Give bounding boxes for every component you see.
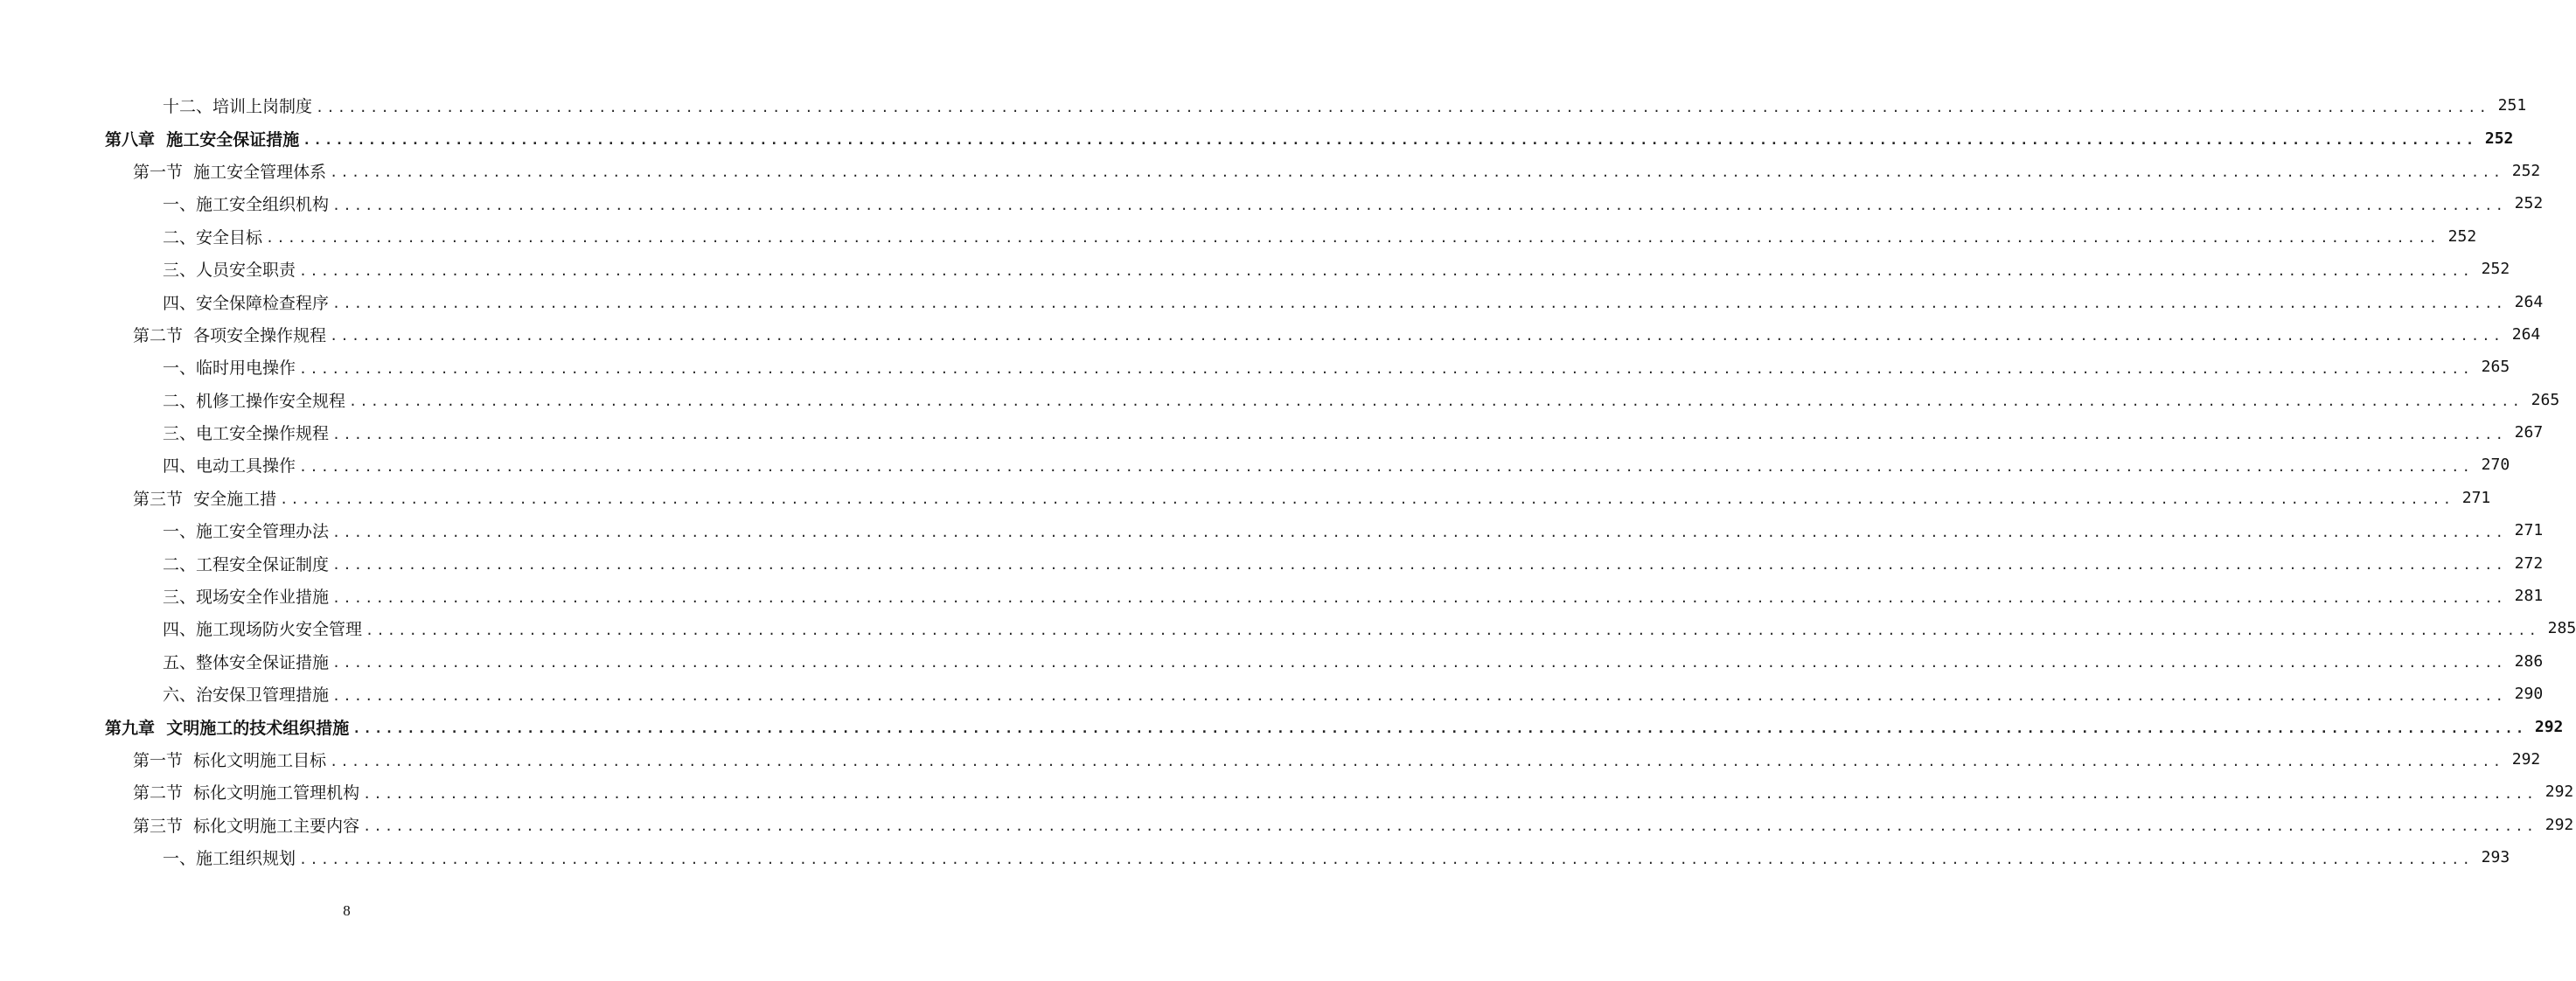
toc-entry[interactable] — [0, 220, 2477, 253]
toc-entry-page: 264 — [2514, 292, 2544, 311]
toc-leader-dots: ........................................................................................................................................................................................................ — [349, 393, 2524, 410]
toc-leader-dots: ........................................................................................................................................................................................................ — [332, 426, 2507, 442]
toc-entry[interactable] — [0, 285, 2544, 317]
toc-leader-dots: ........................................................................................................................................................................................................ — [363, 818, 2538, 835]
toc-entry-label: 第二节 标化文明施工管理机构 — [133, 783, 360, 804]
toc-entry-label: 二、安全目标 — [163, 227, 263, 247]
toc-entry[interactable] — [0, 416, 2544, 449]
toc-entry[interactable] — [0, 580, 2544, 612]
toc-leader-dots: ........................................................................................................................................................................................................ — [352, 720, 2527, 737]
toc-entry[interactable] — [0, 253, 2510, 285]
table-of-contents — [0, 89, 2576, 873]
toc-entry-label: 第三节 标化文明施工主要内容 — [133, 816, 360, 836]
toc-entry-page: 293 — [2481, 848, 2510, 867]
toc-entry-page: 292 — [2545, 783, 2574, 802]
toc-entry-page: 270 — [2481, 456, 2510, 475]
toc-entry-page: 271 — [2514, 521, 2544, 540]
toc-entry-label: 第一节 施工安全管理体系 — [133, 162, 327, 182]
toc-leader-dots: ........................................................................................................................................................................................................ — [266, 230, 2440, 247]
toc-entry[interactable] — [0, 743, 2541, 776]
toc-entry-label: 第一节 标化文明施工目标 — [133, 751, 327, 770]
toc-leader-dots: ........................................................................................................................................................................................................ — [332, 296, 2507, 312]
toc-entry[interactable] — [0, 122, 2514, 154]
toc-entry-page: 271 — [2461, 488, 2491, 507]
toc-leader-dots: ........................................................................................................................................................................................................ — [299, 262, 2474, 279]
toc-entry-label: 第八章 施工安全保证措施 — [105, 129, 300, 150]
toc-leader-dots: ........................................................................................................................................................................................................ — [299, 360, 2474, 377]
toc-entry-page: 272 — [2514, 553, 2544, 573]
toc-leader-dots: ........................................................................................................................................................................................................ — [330, 328, 2504, 344]
toc-entry-page: 252 — [2481, 260, 2510, 279]
toc-entry-page: 292 — [2545, 815, 2574, 834]
toc-entry[interactable] — [0, 351, 2510, 383]
toc-leader-dots: ........................................................................................................................................................................................................ — [280, 491, 2454, 508]
toc-entry[interactable] — [0, 514, 2544, 546]
toc-leader-dots: ........................................................................................................................................................................................................ — [366, 622, 2540, 638]
toc-entry-page: 252 — [2484, 129, 2514, 148]
toc-leader-dots: ........................................................................................................................................................................................................ — [332, 557, 2507, 574]
toc-entry[interactable] — [0, 841, 2510, 873]
toc-entry-label: 四、施工现场防火安全管理 — [163, 620, 363, 640]
toc-entry-label: 第二节 各项安全操作规程 — [133, 325, 327, 345]
toc-entry-page: 265 — [2481, 358, 2510, 377]
toc-entry[interactable] — [0, 645, 2544, 678]
toc-entry-page: 252 — [2514, 194, 2544, 213]
toc-entry[interactable] — [0, 678, 2544, 710]
toc-entry[interactable] — [0, 155, 2541, 187]
toc-leader-dots: ........................................................................................................................................................................................................ — [332, 687, 2507, 704]
toc-entry[interactable] — [0, 187, 2544, 219]
toc-entry-label: 三、电工安全操作规程 — [163, 424, 330, 444]
toc-entry-label: 三、人员安全职责 — [163, 261, 296, 281]
toc-entry-page: 267 — [2514, 423, 2544, 442]
toc-entry-label: 第九章 文明施工的技术组织措施 — [105, 718, 350, 738]
toc-leader-dots: ........................................................................................................................................................................................................ — [299, 851, 2474, 867]
toc-leader-dots: ........................................................................................................................................................................................................ — [299, 458, 2474, 475]
toc-leader-dots: ........................................................................................................................................................................................................ — [332, 655, 2507, 671]
toc-leader-dots: ........................................................................................................................................................................................................ — [363, 785, 2538, 802]
toc-entry-label: 一、施工组织规划 — [163, 849, 296, 869]
toc-entry-page: 290 — [2514, 685, 2544, 704]
toc-entry-label: 四、电动工具操作 — [163, 456, 296, 477]
toc-entry-label: 五、整体安全保证措施 — [163, 652, 330, 672]
toc-entry-page: 264 — [2511, 324, 2541, 344]
toc-leader-dots: ........................................................................................................................................................................................................ — [303, 132, 2477, 149]
toc-entry-page: 251 — [2497, 96, 2527, 115]
toc-leader-dots: ........................................................................................................................................................................................................ — [330, 753, 2504, 769]
toc-leader-dots: ........................................................................................................................................................................................................ — [332, 589, 2507, 606]
toc-entry-page: 286 — [2514, 651, 2544, 671]
toc-entry[interactable] — [0, 482, 2491, 514]
toc-leader-dots: ........................................................................................................................................................................................................ — [332, 197, 2507, 213]
toc-leader-dots: ........................................................................................................................................................................................................ — [330, 164, 2504, 181]
toc-entry-page: 292 — [2534, 717, 2564, 736]
page-number: 8 — [343, 902, 351, 919]
toc-entry-page: 252 — [2511, 161, 2541, 180]
toc-entry-page: 265 — [2531, 390, 2560, 409]
toc-entry-label: 一、施工安全组织机构 — [163, 195, 330, 215]
toc-entry[interactable] — [0, 384, 2560, 416]
toc-entry-label: 二、工程安全保证制度 — [163, 554, 330, 574]
toc-entry[interactable] — [0, 612, 2576, 644]
toc-entry-label: 第三节 安全施工措 — [133, 489, 277, 509]
toc-entry[interactable] — [0, 546, 2544, 579]
toc-entry-page: 285 — [2547, 619, 2576, 638]
toc-entry-page: 281 — [2514, 587, 2544, 606]
toc-entry-page: 292 — [2511, 750, 2541, 769]
toc-entry-label: 三、现场安全作业措施 — [163, 588, 330, 608]
toc-entry[interactable] — [0, 809, 2574, 841]
toc-entry-label: 一、施工安全管理办法 — [163, 522, 330, 542]
toc-leader-dots: ........................................................................................................................................................................................................ — [332, 524, 2507, 540]
toc-leader-dots: ........................................................................................................................................................................................................ — [316, 99, 2490, 115]
toc-entry-label: 一、临时用电操作 — [163, 358, 296, 379]
toc-entry-page: 252 — [2447, 226, 2477, 246]
toc-entry-label: 二、机修工操作安全规程 — [163, 391, 346, 411]
toc-entry[interactable] — [0, 776, 2574, 808]
toc-entry[interactable] — [0, 710, 2564, 742]
toc-entry-label: 四、安全保障检查程序 — [163, 293, 330, 313]
toc-entry[interactable] — [0, 89, 2527, 122]
toc-entry[interactable] — [0, 318, 2541, 351]
toc-entry-label: 十二、培训上岗制度 — [163, 97, 313, 117]
toc-entry[interactable] — [0, 449, 2510, 481]
toc-entry-label: 六、治安保卫管理措施 — [163, 685, 330, 706]
